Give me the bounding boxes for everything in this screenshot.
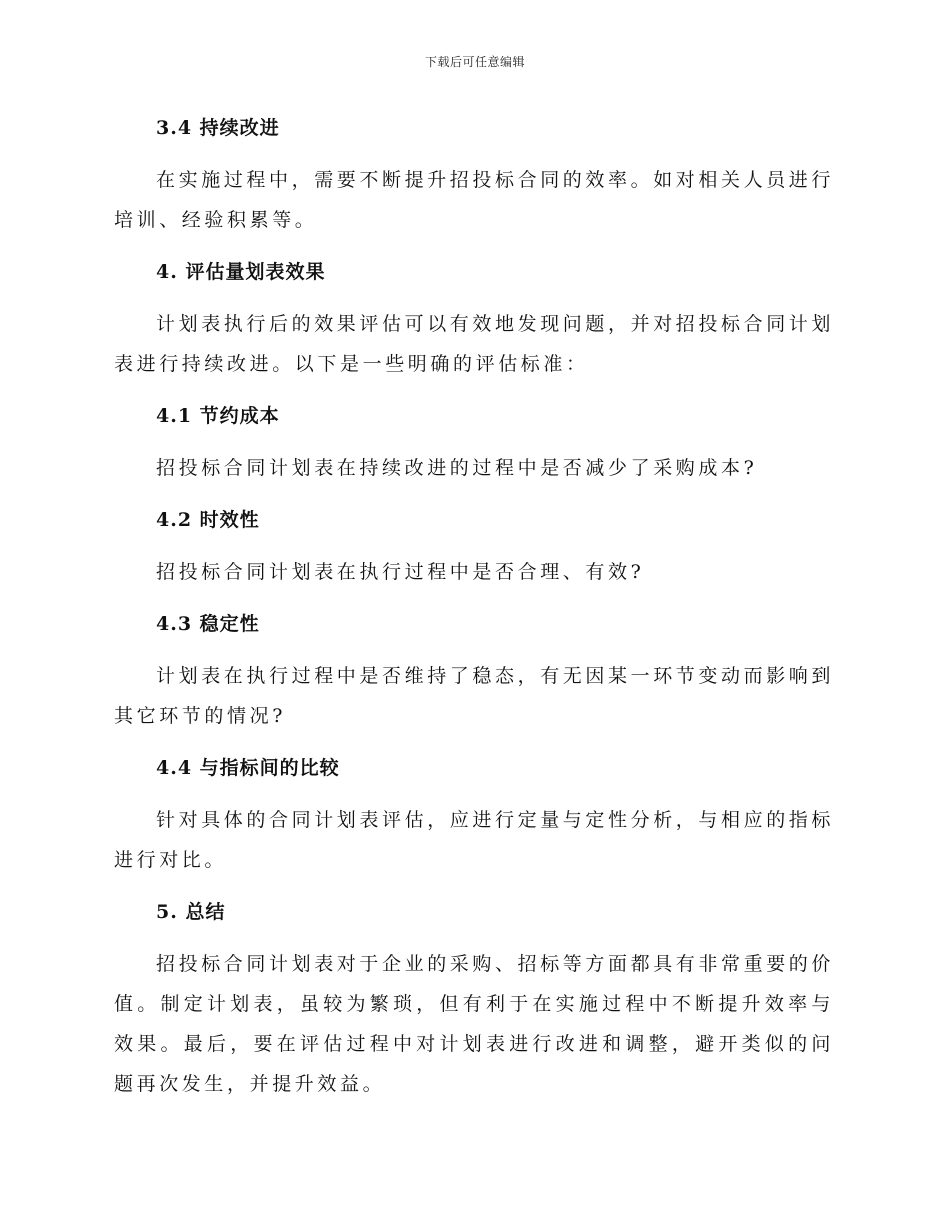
section-heading-4-3: 4.3 稳定性	[156, 613, 260, 635]
section-heading-3-4: 3.4 持续改进	[156, 117, 280, 139]
section-paragraph-4-4: 针对具体的合同计划表评估，应进行定量与定性分析，与相应的指标进行对比。	[114, 809, 835, 871]
section-heading-4-1: 4.1 节约成本	[156, 405, 280, 427]
section-heading-5: 5. 总结	[156, 901, 226, 923]
section-paragraph-4-2: 招投标合同计划表在执行过程中是否合理、有效?	[156, 561, 645, 583]
section-paragraph-3-4: 在实施过程中，需要不断提升招投标合同的效率。如对相关人员进行培训、经验积累等。	[114, 169, 835, 231]
section-paragraph-5: 招投标合同计划表对于企业的采购、招标等方面都具有非常重要的价值。制定计划表，虽较为繁琐，但有利于在实施过程中不断提升效率与效果。最后，要在评估过程中对计划表进行改进和调整，避开类似的问题再次发生，并提升效益。	[114, 953, 835, 1095]
section-heading-4: 4. 评估量划表效果	[156, 261, 326, 283]
section-paragraph-4-1: 招投标合同计划表在持续改进的过程中是否减少了采购成本?	[156, 457, 758, 479]
page-header-note: 下载后可任意编辑	[424, 55, 525, 69]
section-paragraph-4-3: 计划表在执行过程中是否维持了稳态，有无因某一环节变动而影响到其它环节的情况?	[114, 665, 835, 727]
section-paragraph-4: 计划表执行后的效果评估可以有效地发现问题，并对招投标合同计划表进行持续改进。以下是一些明确的评估标准：	[114, 313, 835, 375]
section-heading-4-4: 4.4 与指标间的比较	[156, 757, 340, 779]
document-body	[114, 108, 834, 1116]
section-heading-4-2: 4.2 时效性	[156, 509, 260, 531]
